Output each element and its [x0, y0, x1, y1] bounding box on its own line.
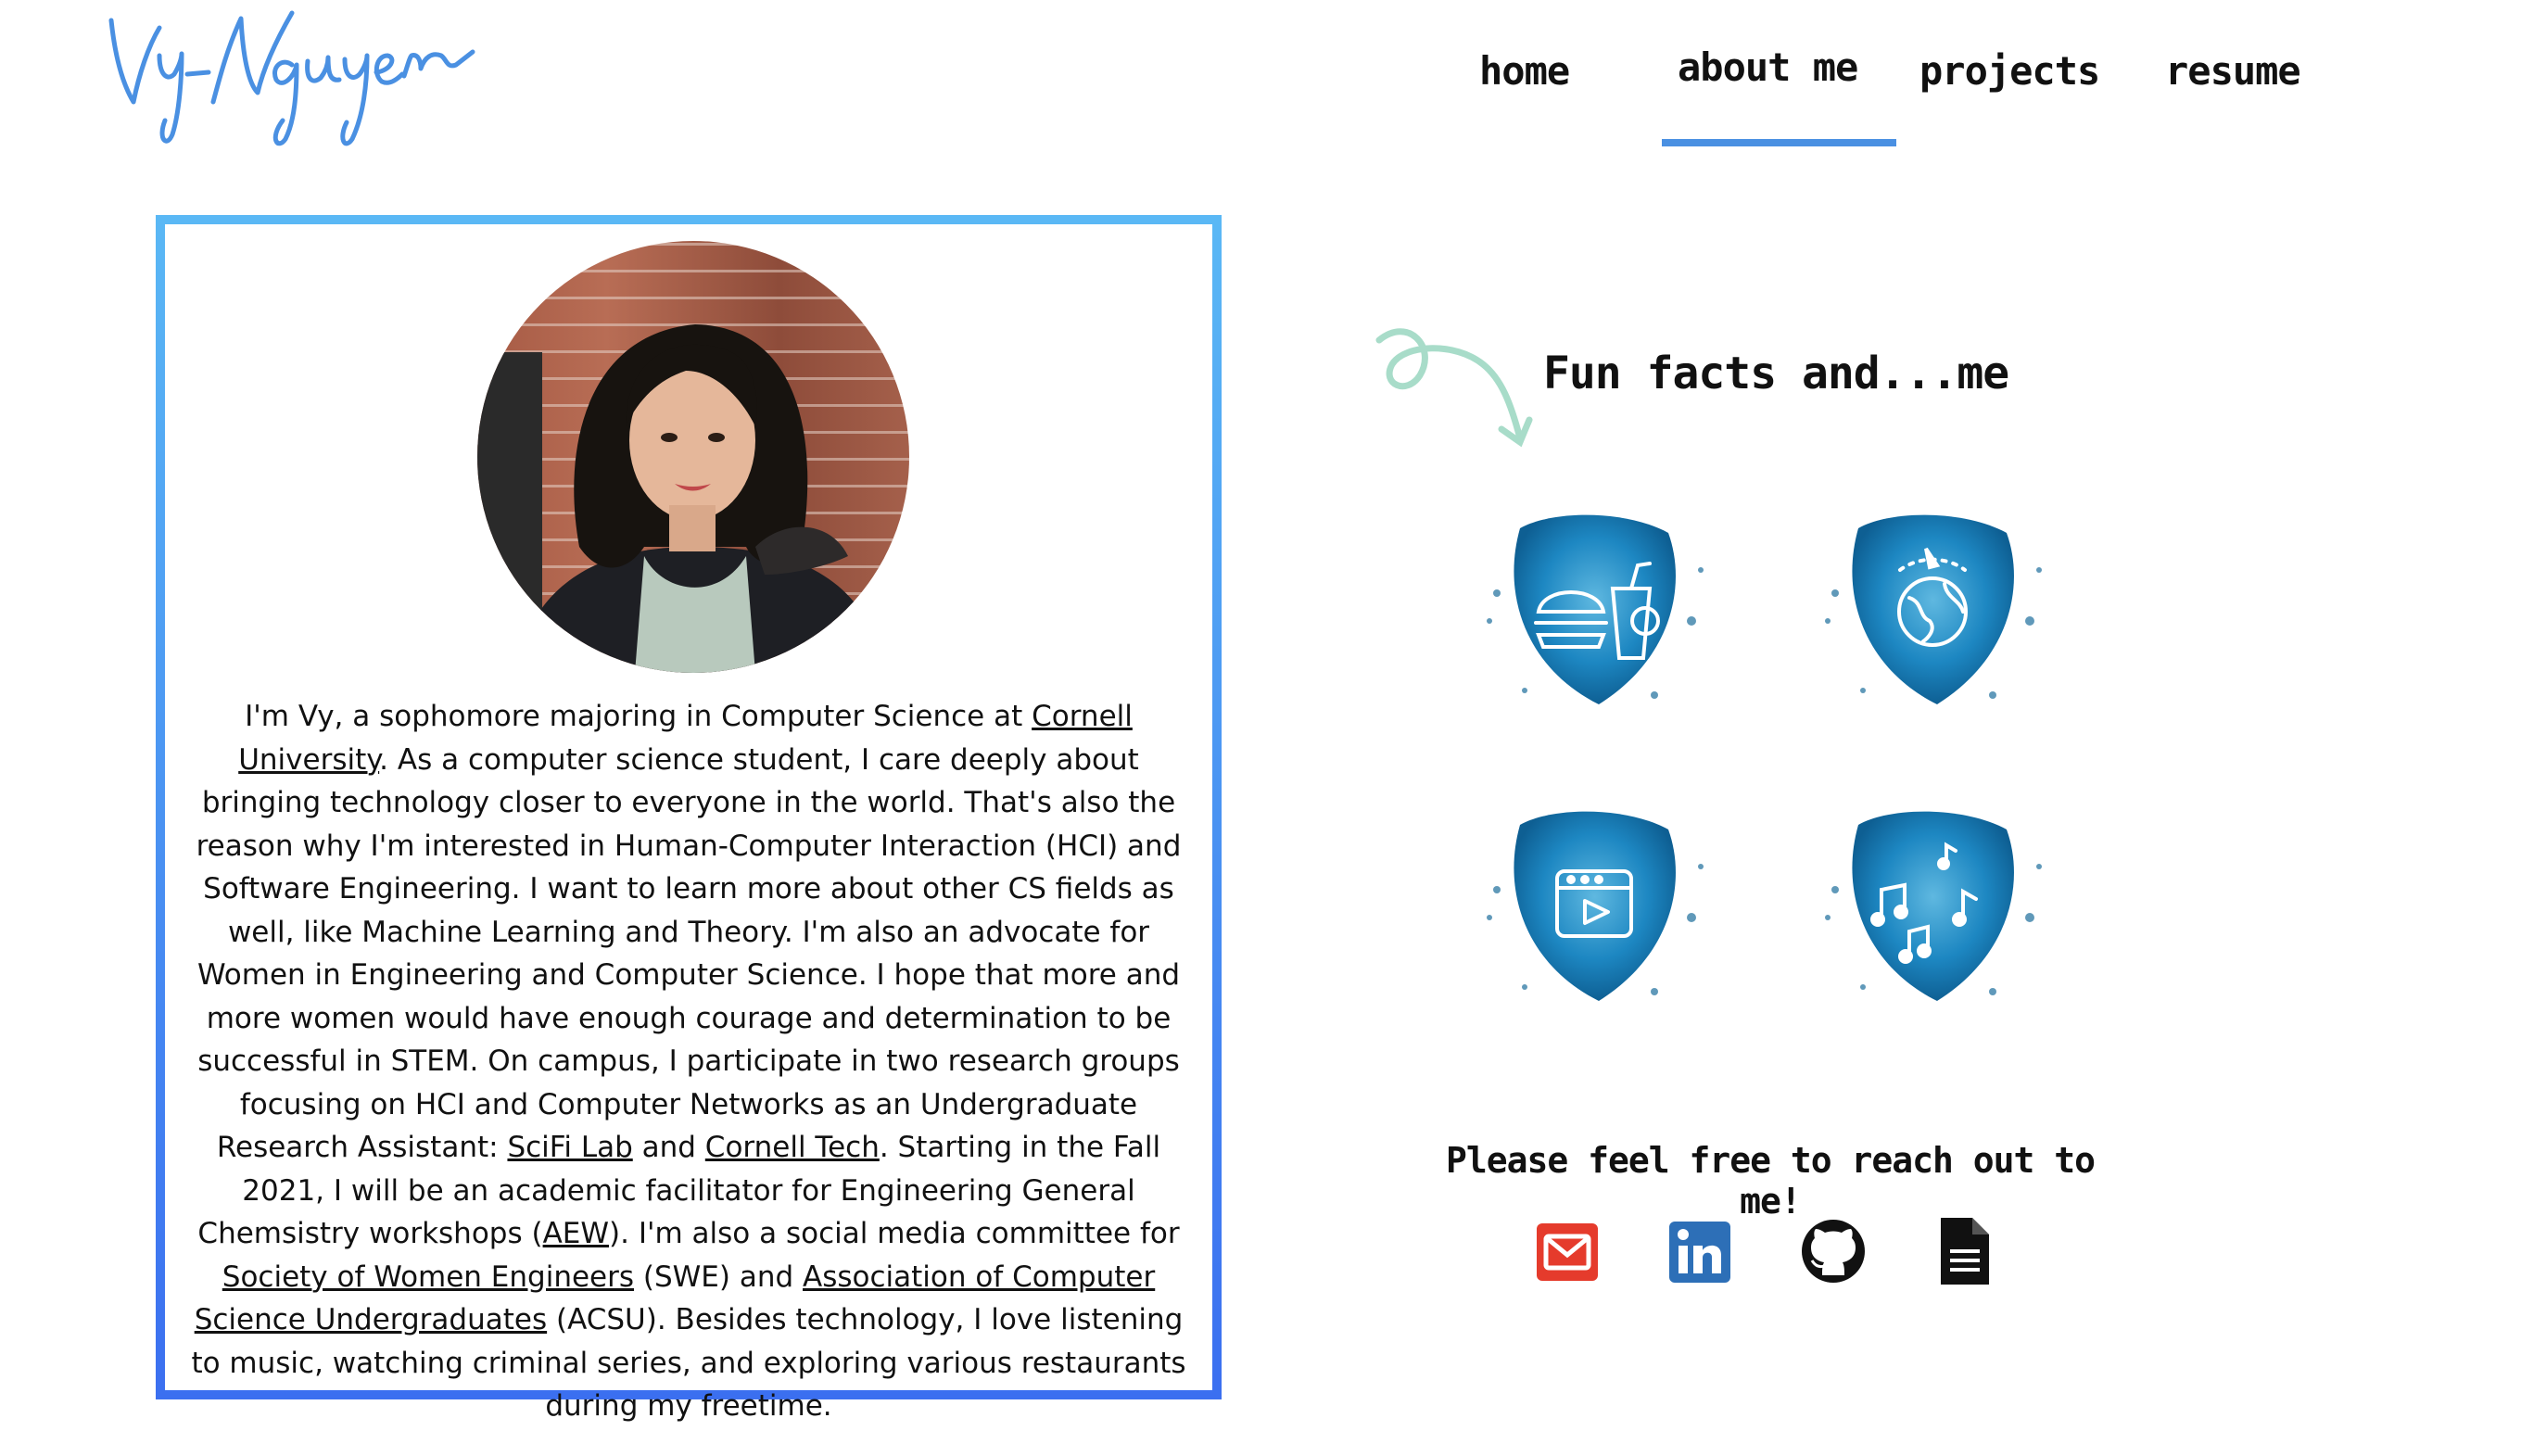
acsu-link[interactable]: Association of Computer Science Undergraduates	[194, 1260, 1156, 1336]
bio-paragraph	[180, 695, 1197, 1428]
about-card	[156, 215, 1222, 1423]
fun-fact-music[interactable]	[1807, 779, 2058, 1029]
cornell-university-link[interactable]: Cornell University	[238, 700, 1133, 777]
profile-photo	[477, 241, 909, 673]
linkedin-link[interactable]	[1664, 1214, 1738, 1288]
nav-projects-link[interactable]: projects	[1919, 48, 2100, 94]
email-link[interactable]	[1531, 1214, 1605, 1288]
burger-drink-icon	[1469, 482, 1719, 732]
active-tab-underline	[1662, 139, 1896, 146]
globe-plane-icon	[1807, 482, 2058, 732]
music-notes-icon	[1807, 779, 2058, 1029]
fun-fact-food[interactable]	[1469, 482, 1719, 732]
fun-fact-travel[interactable]	[1807, 482, 2058, 732]
bio-text: (SWE) and	[634, 1260, 804, 1294]
bio-text: and	[632, 1131, 705, 1164]
bio-text: . Starting in the Fall 2021, I will be an academic facilitator for Engineering General Chemsistry workshops (	[197, 1131, 1161, 1250]
scifi-lab-link[interactable]: SciFi Lab	[507, 1131, 633, 1164]
curly-arrow-icon	[1372, 320, 1548, 468]
main-navigation	[1446, 28, 2336, 158]
logo-text	[111, 0, 117, 1]
bio-text: . As a computer science student, I care deeply about bringing technology closer to everyone in the world. That's also the reason why I'm interested in Human-Computer Interaction (HCI) and Software Engineering. I want to learn more about other CS fields as well, like Machine Learning and Theory. I'm also an advocate for Women in Engineering and Computer Science. I hope that more and more women would have enough courage and determination to be successful in STEM. On campus, I participate in two research groups focusing on HCI and Computer Networks as an Undergraduate Research Assistant:	[196, 742, 1182, 1164]
person-portrait-icon	[477, 241, 909, 673]
resume-document-icon	[1928, 1214, 2002, 1288]
nav-about-link[interactable]: about me	[1678, 44, 1858, 90]
nav-home-link[interactable]: home	[1479, 48, 1570, 94]
resume-link[interactable]	[1928, 1214, 2002, 1288]
nav-resume-link[interactable]: resume	[2165, 48, 2300, 94]
aew-link[interactable]: AEW	[542, 1217, 610, 1250]
bio-text: ). I'm also a social media committee for	[609, 1217, 1180, 1250]
video-play-icon	[1469, 779, 1719, 1029]
linkedin-icon	[1664, 1214, 1738, 1288]
fun-facts-title: Fun facts and...me	[1543, 348, 2009, 399]
github-icon	[1796, 1214, 1870, 1288]
contact-heading: Please feel free to reach out to me!	[1445, 1140, 2096, 1222]
swe-link[interactable]: Society of Women Engineers	[222, 1260, 635, 1294]
logo-signature[interactable]	[102, 0, 491, 158]
signature-logo-icon	[102, 0, 491, 158]
cornell-tech-link[interactable]: Cornell Tech	[704, 1131, 880, 1164]
bio-text: I'm Vy, a sophomore majoring in Computer Science at	[245, 700, 1032, 733]
github-link[interactable]	[1796, 1214, 1870, 1288]
fun-fact-movies[interactable]	[1469, 779, 1719, 1029]
email-icon	[1531, 1214, 1605, 1288]
bio-text: (ACSU). Besides technology, I love listening to music, watching criminal series, and exploring various restaurants during my freetime.	[191, 1303, 1186, 1423]
